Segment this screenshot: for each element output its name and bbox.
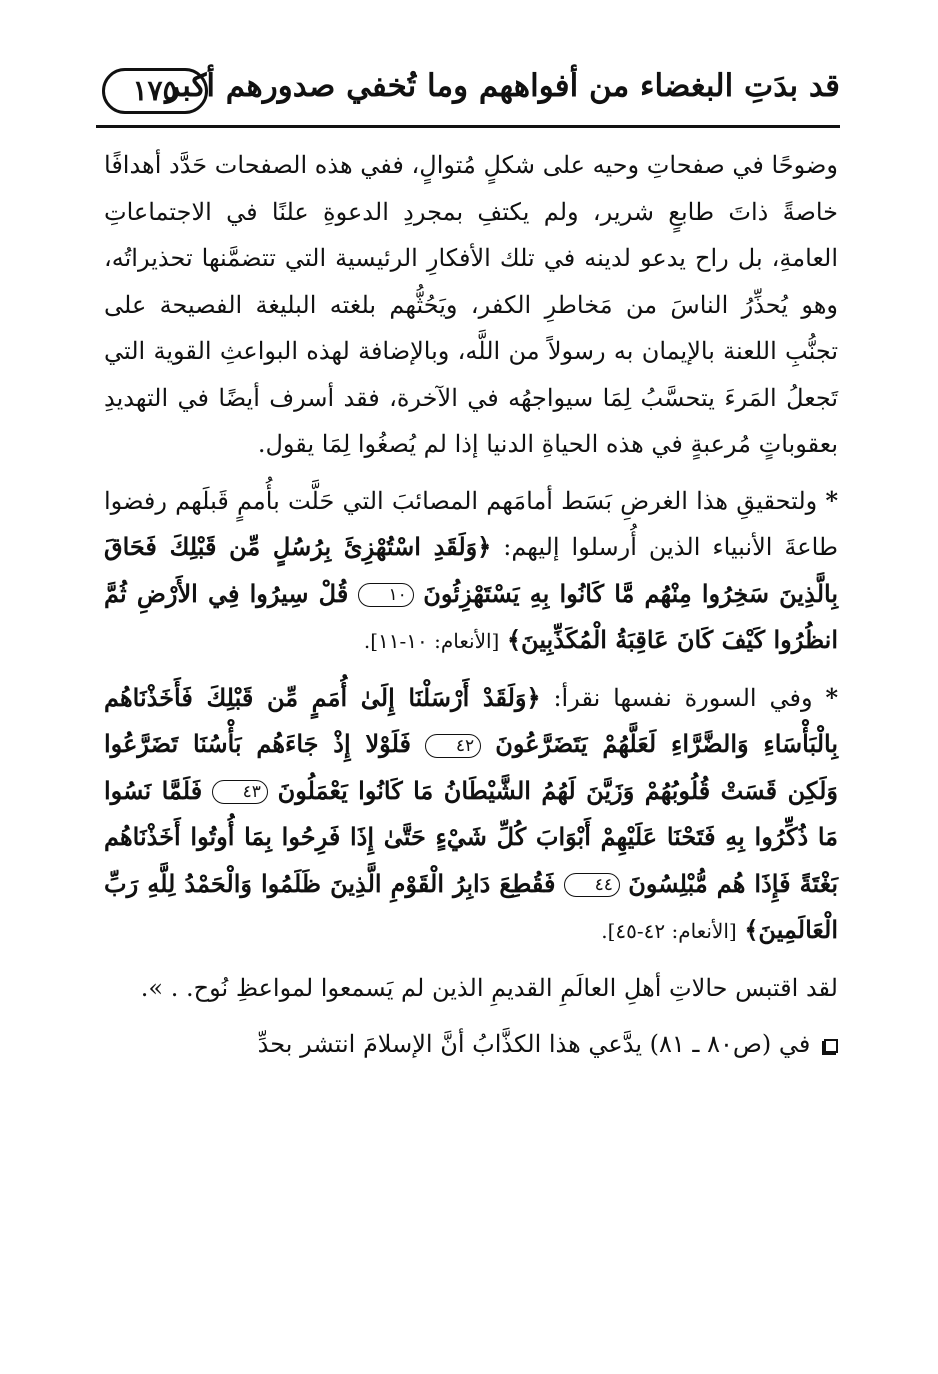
quran-verse: ﴿وَلَقَدِ اسْتُهْزِئَ بِرُسُلٍ مِّن قَبْلِكَ فَحَاقَ بِالَّذِينَ سَخِرُوا مِنْهُم مَّا كَانُوا بِهِ يَسْتَهْزِئُونَ bbox=[104, 532, 838, 608]
star-bullet: * bbox=[825, 485, 838, 515]
page-header bbox=[96, 58, 840, 128]
ayah-number-marker: ٤٣ bbox=[212, 780, 268, 804]
paragraph-5-text: في (ص٨٠ ـ ٨١) يدَّعي هذا الكذَّابُ أنَّ الإسلامَ انتشر بحدِّ bbox=[257, 1030, 811, 1058]
header-rule bbox=[96, 125, 840, 128]
paragraph-1: وضوحًا في صفحاتِ وحيه على شكلٍ مُتوالٍ، ففي هذه الصفحات حَدَّد أهدافًا خاصةً ذاتَ طابعٍ شرير، ولم يكتفِ بمجردِ الدعوةِ علنًا في الاجتماعاتِ العامةِ، بل راح يدعو لدينه في تلك الأفكارِ الرئيسية التي تتضمَّنها تحذيراتُه، وهو يُحذِّرُ الناسَ من مَخاطرِ الكفر، ويَحُثُّهم بلغته البليغة الفصيحة على تجنُّبِ اللعنة بالإيمان به رسولاً من اللَّه، وبالإضافة لهذه البواعثِ القوية التي تَجعلُ المَرءَ يتحسَّبُ لِمَا سيواجهُه في الآخرة، فقد أسرف أيضًا في التهديدِ بعقوباتٍ مُرعبةٍ في هذه الحياةِ الدنيا إذا لم يُصغُوا لِمَا يقول. bbox=[104, 151, 838, 458]
verse-reference: [الأنعام: ٤٢-٤٥]. bbox=[601, 919, 737, 943]
paragraph-4: لقد اقتبس حالاتِ أهلِ العالَمِ القديمِ الذين لم يَسمعوا لمواعظِ نُوح. . ». bbox=[140, 973, 838, 1002]
body-text bbox=[104, 142, 838, 1068]
verse-reference: [الأنعام: ١٠-١١]. bbox=[363, 629, 500, 653]
paragraph-5 bbox=[104, 1021, 838, 1068]
quran-verse: فَقُطِعَ دَابِرُ الْقَوْمِ الَّذِينَ ظَلَمُوا وَالْحَمْدُ لِلَّهِ رَبِّ الْعَالَمِينَ﴾ bbox=[104, 868, 838, 944]
running-title: قد بدَتِ البغضاء من أفواههم وما تُخفي صدورهم أكبر bbox=[165, 68, 840, 104]
quran-verse: فَلَوْلا إِذْ جَاءَهُم بَأْسُنَا تَضَرَّعُوا وَلَكِن قَسَتْ قُلُوبُهُمْ وَزَيَّنَ لَهُمُ الشَّيْطَانُ مَا كَانُوا يَعْمَلُونَ bbox=[104, 729, 838, 805]
paragraph-2 bbox=[104, 478, 838, 665]
quran-verse: ﴿وَلَقَدْ أَرْسَلْنَا إِلَىٰ أُمَمٍ مِّن قَبْلِكَ فَأَخَذْنَاهُم بِالْبَأْسَاءِ وَالضَّرَّاءِ لَعَلَّهُمْ يَتَضَرَّعُونَ bbox=[104, 682, 839, 758]
paragraph-3 bbox=[104, 675, 838, 955]
paragraph-3-intro: وفي السورة نفسها نقرأ: bbox=[553, 683, 813, 712]
quran-verse: فَلَمَّا نَسُوا مَا ذُكِّرُوا بِهِ فَتَحْنَا عَلَيْهِمْ أَبْوَابَ كُلِّ شَيْءٍ حَتَّىٰ إِذَا فَرِحُوا بِمَا أُوتُوا أَخَذْنَاهُم بَغْتَةً فَإِذَا هُم مُّبْلِسُونَ bbox=[104, 775, 839, 898]
paragraph-2-intro: ولتحقيقِ هذا الغرضِ بَسَط أمامَهم المصائبَ التي حَلَّت بأُممٍ قَبلَهم رفضوا طاعةَ الأنبياء الذين أُرسلوا إليهم: bbox=[104, 486, 838, 561]
star-bullet: * bbox=[825, 682, 838, 712]
page-number: ١٧٥ bbox=[102, 68, 208, 114]
square-bullet-icon bbox=[824, 1039, 838, 1053]
ayah-number-marker: ٤٤ bbox=[564, 873, 620, 897]
quran-verse: قُلْ سِيرُوا فِي الأَرْضِ ثُمَّ انظُرُوا كَيْفَ كَانَ عَاقِبَةُ الْمُكَذِّبِينَ﴾ bbox=[104, 578, 838, 654]
ayah-number-marker: ١٠ bbox=[358, 583, 414, 607]
ayah-number-marker: ٤٢ bbox=[425, 734, 481, 758]
